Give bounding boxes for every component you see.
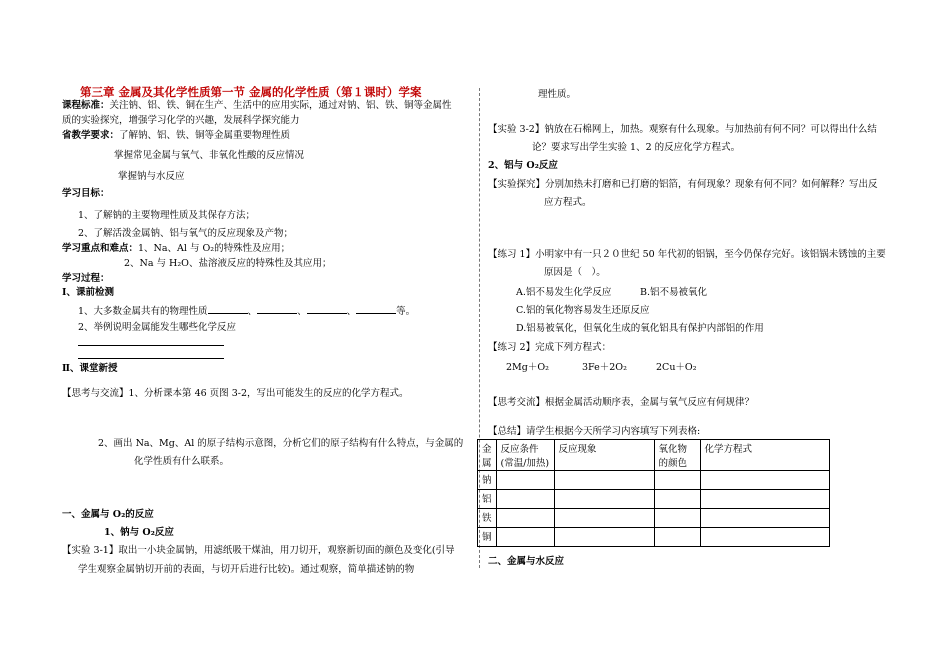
answer-line [78,358,224,359]
blank-cell[interactable] [554,471,654,490]
blank-cell[interactable] [654,528,700,547]
answer-line [78,345,224,346]
blank-cell[interactable] [554,509,654,528]
row-metal: 铝 [478,490,497,509]
header-oxide-color: 氧化物 的颜色 [654,440,700,471]
pre-check-1: 1、大多数金属共有的物理性质 、 、 、 等。 [78,306,416,317]
experiment-3-2-line-2: 论？要求写出学生实验 1、2 的反应化学方程式。 [532,142,741,153]
blank-cell[interactable] [496,490,554,509]
section-pre-check: Ⅰ、课前检测 [62,287,114,298]
table-header-row [478,440,830,471]
continued-text: 理性质。 [538,89,577,100]
blank-cell[interactable] [554,490,654,509]
header-metal: 金属 [478,440,497,471]
explore-line-2: 应方程式。 [544,197,592,208]
exercise-1-line-2: 原因是（ ）。 [544,267,606,278]
blank-cell[interactable] [496,471,554,490]
heading-metal-water: 二、金属与水反应 [488,556,565,567]
row-metal: 铜 [478,528,497,547]
key-points-1: 学习重点和难点：1、Na、Al 与 O₂的特殊性及应用； [62,243,291,254]
heading-metal-oxygen: 一、金属与 O₂的反应 [62,509,154,520]
curriculum-standard-line-2: 质的实验探究，增强学习化学的兴趣，发展科学探究能力 [62,115,300,126]
heading-aluminum-oxygen: 2、铝与 O₂反应 [488,160,558,171]
think-exchange-1: 【思考与交流】1、分析课本第 46 页图 3-2，写出可能发生的反应的化学方程式。 [62,388,409,399]
table-row [478,528,830,547]
blank-cell[interactable] [700,471,829,490]
learning-goals-label: 学习目标： [62,188,110,199]
header-phenomenon: 反应现象 [554,440,654,471]
option-c: C.铝的氧化物容易发生还原反应 [516,305,650,316]
table-row [478,509,830,528]
learning-goal-1: 1、了解钠的主要物理性质及其保存方法； [78,210,256,221]
option-a: A.铝不易发生化学反应 [516,287,612,298]
blank-cell[interactable] [654,509,700,528]
equation-cu: 2Cu＋O₂ [656,362,697,373]
explore-line-1: 【实验探究】分别加热未打磨和已打磨的铝箔，有何现象？现象有何不同？如何解释？写出反 [488,179,878,190]
blank-cell[interactable] [700,509,829,528]
summary-table [477,439,830,547]
header-condition: 反应条件 (常温/加热) [496,440,554,471]
heading-sodium-oxygen: 1、钠与 O₂反应 [104,527,174,538]
exercise-2: 【练习 2】完成下列方程式： [488,342,612,353]
option-b: B.铝不易被氧化 [640,287,708,298]
blank-cell[interactable] [700,490,829,509]
think-exchange-2a: 2、画出 Na、Mg、Al 的原子结构示意图，分析它们的原子结构有什么特点，与金属的 [98,438,464,449]
pre-check-2: 2、举例说明金属能发生哪些化学反应 [78,322,237,333]
equation-mg: 2Mg＋O₂ [506,362,549,373]
blank-cell[interactable] [554,528,654,547]
row-metal: 铁 [478,509,497,528]
exercise-1-line-1: 【练习 1】小明家中有一只２０世纪 50 年代初的铝锅，至今仍保存完好。该铝锅未锈蚀的主要 [488,249,886,260]
blank-cell[interactable] [700,528,829,547]
header-equation: 化学方程式 [700,440,829,471]
page-title: 第三章 金属及其化学性质第一节 金属的化学性质（第１课时）学案 [80,85,422,99]
province-requirement-3: 掌握钠与水反应 [118,171,185,182]
province-requirement-2: 掌握常见金属与氧气、非氧化性酸的反应情况 [114,150,305,161]
blank-cell[interactable] [496,509,554,528]
equation-fe: 3Fe＋2O₂ [582,362,627,373]
blank-cell[interactable] [654,471,700,490]
blank-cell[interactable] [496,528,554,547]
option-d: D.铝易被氧化，但氧化生成的氧化铝具有保护内部铝的作用 [516,323,764,334]
think-exchange-2b: 化学性质有什么联系。 [134,456,230,467]
learning-process-label: 学习过程： [62,273,110,284]
province-requirement-1: 省教学要求：了解钠、铝、铁、铜等金属重要物理性质 [62,130,291,141]
curriculum-standard-line-1: 课程标准：关注钠、铝、铁、铜在生产、生活中的应用实际，通过对钠、铝、铁、铜等金属性 [62,100,452,111]
experiment-3-1-line-2: 学生观察金属钠切开前的表面，与切开后进行比较)。通过观察，简单描述钠的物 [78,564,415,575]
key-points-2: 2、Na 与 H₂O、盐溶液反应的特殊性及其应用； [124,258,332,269]
experiment-3-2-line-1: 【实验 3-2】钠放在石棉网上，加热。观察有什么现象。与加热前有何不同？可以得出什么结 [488,124,877,135]
think-exchange-3: 【思考交流】根据金属活动顺序表，金属与氧气反应有何规律？ [488,397,755,408]
section-new-lesson: Ⅱ、课堂新授 [62,363,118,374]
table-row [478,490,830,509]
table-row [478,471,830,490]
learning-goal-2: 2、了解活泼金属钠、铝与氧气的反应现象及产物； [78,228,294,239]
summary-label: 【总结】请学生根据今天所学习内容填写下列表格: [488,426,701,437]
experiment-3-1-line-1: 【实验 3-1】取出一小块金属钠，用滤纸吸干煤油，用刀切开，观察新切面的颜色及变化(引导 [62,545,455,556]
blank-cell[interactable] [654,490,700,509]
row-metal: 钠 [478,471,497,490]
